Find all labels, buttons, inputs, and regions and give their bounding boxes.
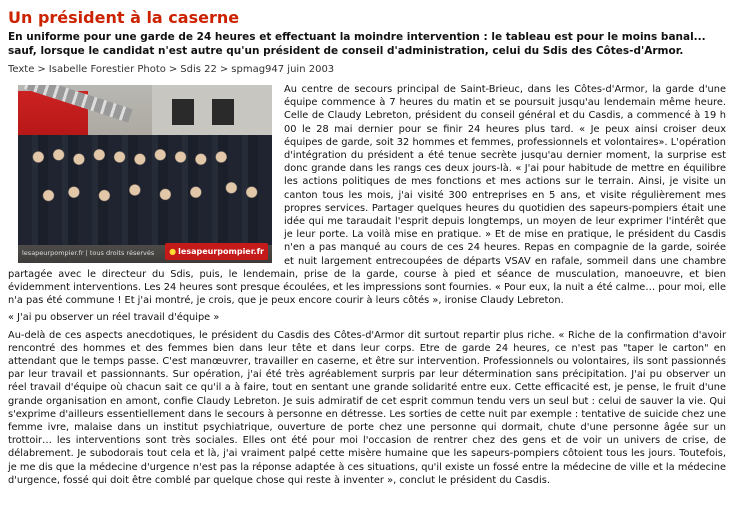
group-photo	[18, 85, 272, 263]
photo-logo-label: lesapeurpompier.fr	[178, 246, 264, 256]
breadcrumb-separator: >	[168, 64, 178, 75]
breadcrumb-separator: >	[37, 64, 46, 75]
article-paragraph-2: Au-delà de ces aspects anecdotiques, le président du Casdis des Côtes-d'Armor dit surtout repartir plus riche. « Riche de la confirmation d'avoir rencontré des hommes et des femmes bien dans leur tête et dans leur corps. Etre de garde 24 heures, ce n'est pas "taper le carton" en attendant que le temps passe. C'est manœuvrer, travailler en caserne, et être sur intervention. Professionnels ou volontaires, ils sont passionnés par leur travail et passionnants. Sur opération, j'ai été très agréablement surpris par leur détermination sans précipitation. J'ai pu observer un réel travail d'équipe où chacun sait ce qu'il a à faire, tout en sentant une grande solidarité entre eux. Cette efficacité est, je pense, le fruit d'une grande organisation en amont, confie Claudy Lebreton. Je suis admiratif de cet esprit commun tendu vers un seul but : celui de sauver la vie. Qui s'exprime d'ailleurs essentiellement dans le secours à personne en détresse. Les sorties de cette nuit par exemple : tentative de suicide chez une femme ivre, malaise dans un institut psychiatrique, ouverture de porte chez une personne qui dormait, chute d'une personne âgée sur un trottoir… les interventions sont très sociales. Elles ont été pour moi l'occasion de rentrer chez des gens et de voir un univers de crise, de délabrement. Je subodorais tout cela et là, j'ai vraiment palpé cette misère humaine que les sapeurs-pompiers côtoient tous les jours. Toutefois, je me dis que la médecine d'urgence n'est pas la réponse adaptée à ces situations, qu'il existe un fossé entre la médecine de ville et la médecine d'urgence, fossé qui doit être comblé par quelque chose qui reste à inventer », conclut le président du Casdis.	[8, 329, 726, 486]
breadcrumb-separator: >	[219, 64, 229, 75]
article-body	[8, 83, 726, 487]
breadcrumb	[8, 63, 726, 77]
breadcrumb-item-texte: Texte	[8, 64, 35, 75]
breadcrumb-item-issue: spmag947 juin 2003	[231, 64, 335, 75]
article-pullquote: « J'ai pu observer un réel travail d'équipe »	[8, 312, 220, 324]
article-lead: En uniforme pour une garde de 24 heures et effectuant la moindre intervention : le tableau est pour le moins banal... sauf, lorsque le candidat n'est autre qu'un président de conseil d'administration, celui du Sdis des Côtes-d'Armor.	[8, 31, 706, 57]
breadcrumb-item-sdis: Sdis 22	[180, 64, 217, 75]
flame-icon: ●	[169, 246, 177, 256]
photo-window	[172, 99, 194, 125]
photo-credit: lesapeurpompier.fr | tous droits réservés	[22, 248, 155, 257]
photo-logo	[165, 243, 268, 260]
article-paragraph-1: Au centre de secours principal de Saint-Brieuc, dans les Côtes-d'Armor, la garde d'une équipe commence à 7 heures du matin et se poursuit jusqu'au lendemain même heure. Celle de Claudy Lebreton, président du conseil général et du Casdis, a commencé à 19 h 00 le 28 mai dernier pour se finir 24 heures plus tard. « Je peux ainsi croiser deux équipes de garde, soit 32 hommes et femmes, professionnels et volontaires». L'opération d'intégration du président a été tenue secrète jusqu'au dernier moment, la surprise est donc grande dans les rangs ces deux jours-là. « J'ai pour habitude de mettre en équilibre les actions politiques de mes fonctions et mes actions sur le terrain. Ainsi, je visite un canton tous les mois, j'ai visité 300 entreprises en 5 ans, et visite régulièrement mes propres services. Partager quelques heures du quotidien des sapeurs-pompiers était une idée qui me taraudait l'esprit depuis longtemps, un moyen de leur exprimer l'intérêt que je leur porte. La voilà mise en pratique. » Et de mise en pratique, le président du Casdis n'en a pas manqué au cours de ces 24 heures. Repas en compagnie de la garde, soirée et nuit largement entrecoupées de départs VSAV en rafale, sommeil dans une chambre partagée avec le directeur du Sdis, puis, le lendemain, prise de la garde, course à pied et séance de musculation, manoeuvre, et bien évidemment interventions. Les 24 heures sont presque écoulées, et les impressions sont fournies. « Pour eux, la nuit a été calme… pour moi, elle n'a pas été commune ! Et j'ai montré, je crois, que je peux encore courir à leurs côtés », ironise Claudy Lebreton.	[8, 84, 726, 307]
photo-window	[212, 99, 234, 125]
article-title: Un président à la caserne	[8, 8, 240, 27]
breadcrumb-item-photo: Isabelle Forestier Photo	[48, 64, 166, 75]
photo-firefighters	[18, 135, 272, 245]
